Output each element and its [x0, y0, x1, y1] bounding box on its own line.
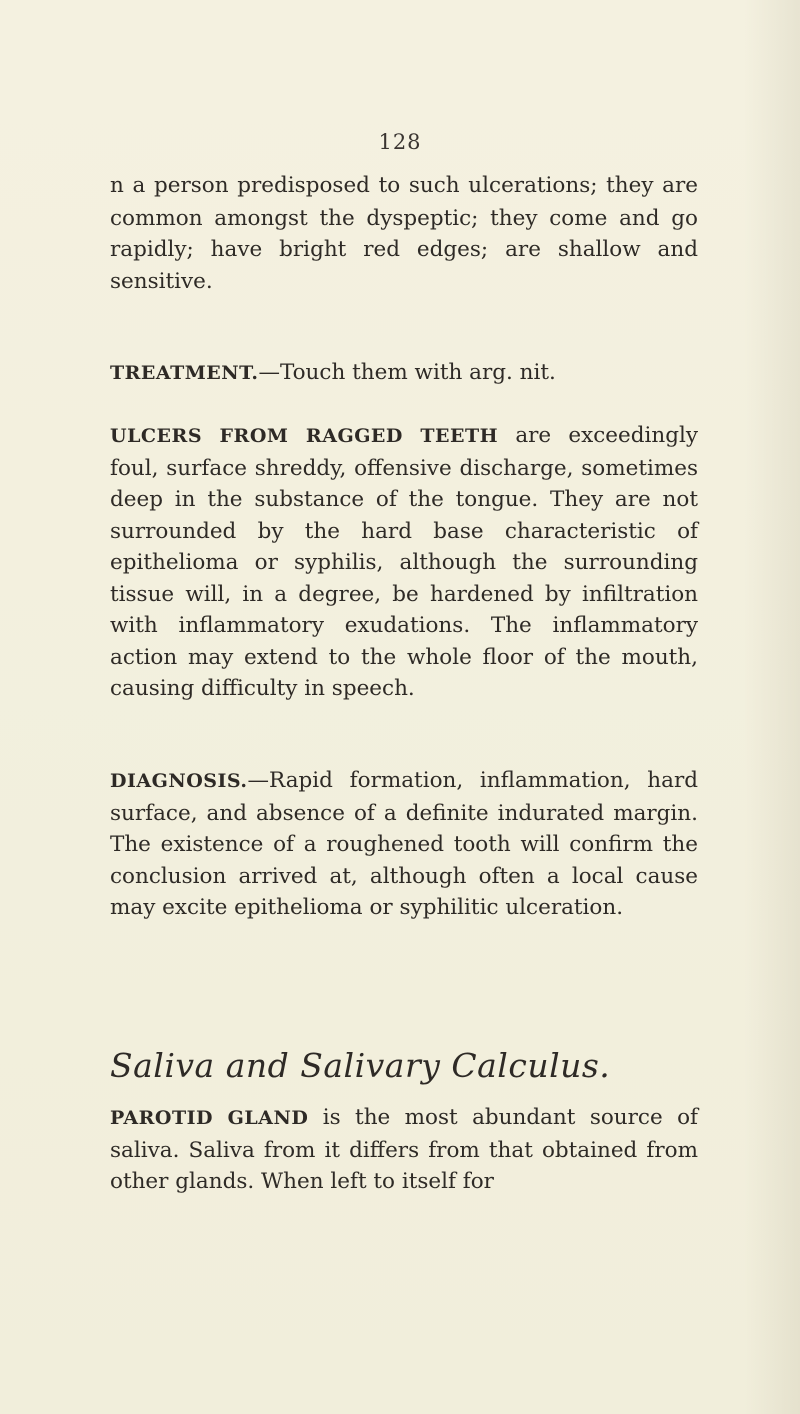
paragraph-text: n a person predisposed to such ulcerations; they are common amongst the dyspeptic; they come and go rapidly; have bright red edges; are shallow and sensitive. [110, 173, 698, 294]
paragraph-treatment [110, 357, 698, 390]
paragraph-parotid [110, 1102, 698, 1198]
section-heading: Saliva and Salivary Calculus. [110, 1046, 611, 1085]
page-number: 128 [378, 130, 422, 154]
paragraph-ragged-teeth [110, 420, 698, 705]
paragraph-ulcerations [110, 170, 698, 297]
paragraph-text: —Rapid formation, inflammation, hard surface, and absence of a definite indurated margin. The existence of a roughened tooth will confirm the conclusion arrived at, although often a local cause may excite epithelioma or syphilitic ulceration. [110, 768, 698, 920]
paragraph-diagnosis [110, 765, 698, 924]
diagnosis-heading: DIAGNOSIS. [110, 770, 248, 792]
parotid-heading: PAROTID GLAND [110, 1107, 309, 1129]
paragraph-text: is the most abundant source of saliva. Saliva from it differs from that obtained from other glands. When left to itself for [110, 1105, 698, 1194]
paragraph-text: —Touch them with arg. nit. [258, 360, 556, 385]
ulcers-heading: ULCERS FROM RAGGED TEETH [110, 425, 499, 447]
paragraph-text: are exceedingly foul, surface shreddy, offensive discharge, sometimes deep in the substance of the tongue. They are not surrounded by the hard base characteristic of epithelioma or syphilis, although the surrounding tissue will, in a degree, be hardened by infiltration with inflammatory exudations. The inflammatory action may extend to the whole floor of the mouth, causing difficulty in speech. [110, 423, 698, 701]
treatment-heading: TREATMENT. [110, 362, 259, 384]
